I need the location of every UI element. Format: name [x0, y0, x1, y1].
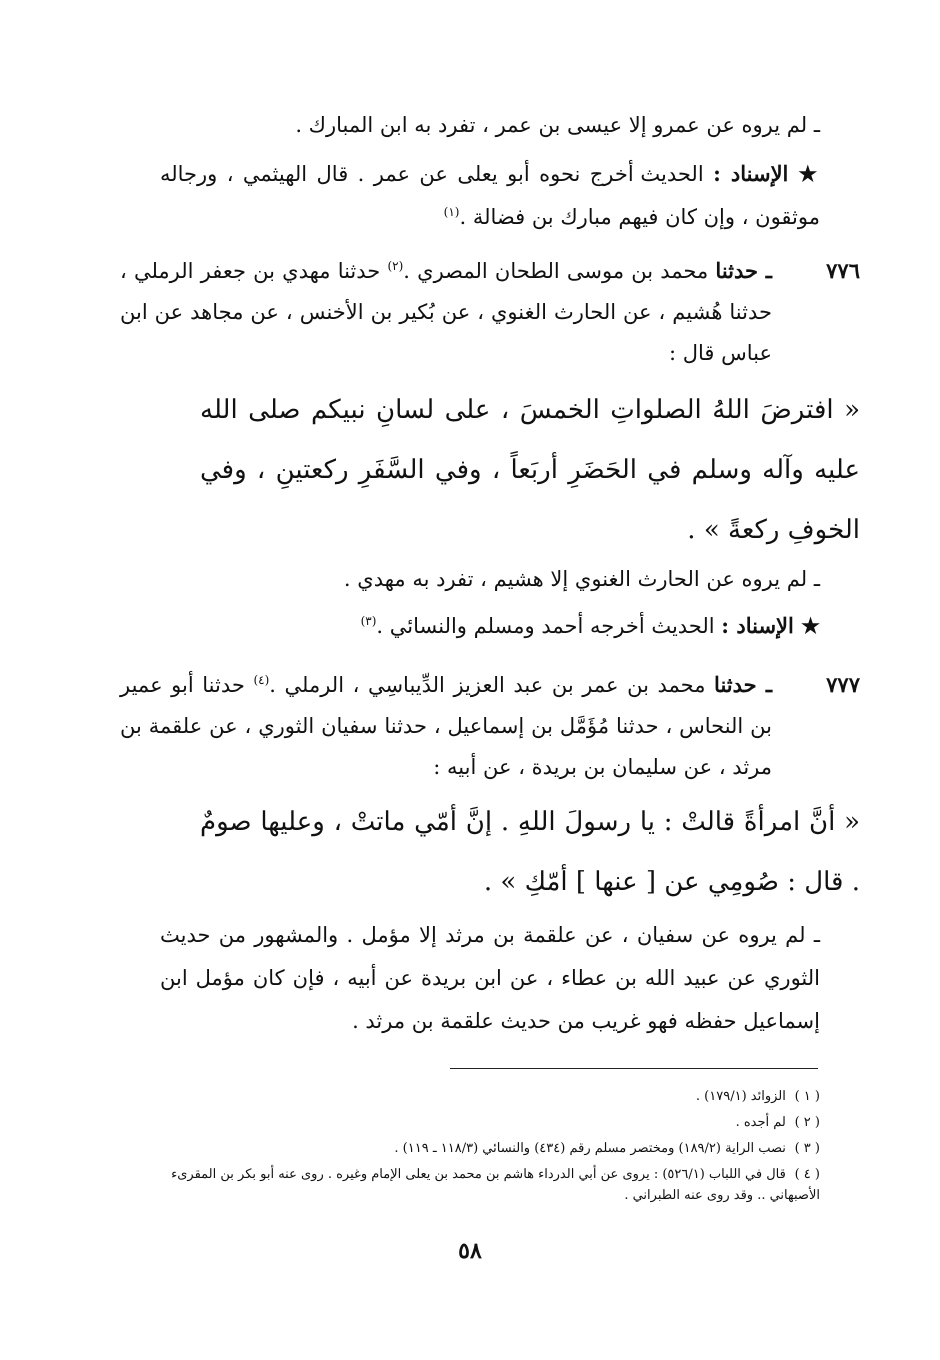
footnote-ref: (١): [443, 205, 460, 219]
note-text: ـ لم يروه عن عمرو إلا عيسى بن عمر ، تفرد به ابن المبارك .: [295, 113, 820, 137]
paragraph-isnad-2: [160, 604, 820, 648]
hadith-lead: ـ حدثنا: [714, 672, 772, 697]
hadith-number: ٧٧٧: [826, 672, 860, 697]
chain-text: حدثنا أبو عمير بن النحاس ، حدثنا مُؤَمَّل بن إسماعيل ، حدثنا سفيان الثوري ، عن علقمة بن مرثد ، عن سليمان بن بريدة ، عن أبيه :: [120, 673, 772, 779]
footnote-3: [120, 1138, 820, 1159]
footnote-number: ( ٣ ): [794, 1141, 820, 1156]
paragraph-note-3: [160, 914, 820, 1043]
chain-text: حدثنا مهدي بن جعفر الرملي ، حدثنا هُشيم ، عن الحارث الغنوي ، عن بُكير بن الأخنس ، عن مجاهد عن ابن عباس قال :: [120, 259, 772, 365]
note-text: ـ لم يروه عن الحارث الغنوي إلا هشيم ، تفرد به مهدي .: [343, 567, 820, 591]
footnote-number: ( ٤ ): [794, 1167, 820, 1182]
footnote-text: نصب الراية (١٨٩/٢) ومختصر مسلم رقم (٤٣٤) والنسائي (١١٨/٣ ـ ١١٩) .: [394, 1141, 786, 1156]
footnote-text: لم أجده .: [735, 1115, 786, 1130]
hadith-776-matn: [200, 380, 860, 560]
footnote-2: [120, 1112, 820, 1133]
note-text: ـ لم يروه عن سفيان ، عن علقمة بن مرثد إلا مؤمل . والمشهور من حديث الثوري عن عبيد الله بن عطاء ، عن ابن بريدة عن أبيه ، فإن كان مؤمل ابن إسماعيل حفظه فهو غريب من حديث علقمة بن مرثد .: [160, 923, 820, 1033]
footnote-1: [120, 1086, 820, 1107]
footnote-ref: (٤): [253, 673, 270, 687]
hadith-lead: ـ حدثنا: [715, 258, 772, 283]
footnote-ref: (٣): [360, 614, 377, 628]
isnad-label: ★ الإسناد :: [721, 613, 820, 638]
hadith-chain: [120, 664, 772, 788]
hadith-777: [120, 664, 860, 788]
matn-text: « افترضَ اللهُ الصلواتِ الخمسَ ، على لسانِ نبيكم صلى الله عليه وآله وسلم في الحَضَرِ أربَعاً ، وفي السَّفَرِ ركعتينِ ، وفي الخوفِ ركعةً » .: [200, 395, 860, 545]
hadith-number: ٧٧٦: [826, 258, 860, 283]
paragraph-isnad-1: [160, 152, 820, 239]
footnote-ref: (٢): [387, 259, 404, 273]
isnad-label: ★ الإسناد :: [713, 161, 820, 186]
footnote-text: قال في اللباب (٥٢٦/١) : يروى عن أبي الدرداء هاشم بن محمد بن يعلى الإمام وغيره . روى عنه أبو بكر بن المقرىء الأصبهاني .. وقد روى عنه الطبراني .: [171, 1167, 820, 1203]
footnote-4: [120, 1164, 820, 1206]
footnote-number: ( ١ ): [794, 1089, 820, 1104]
narrator-text: محمد بن عمر بن عبد العزيز الدِّيباسِي ، الرملي .: [269, 673, 706, 697]
hadith-chain: [120, 250, 772, 374]
paragraph-note-1: [160, 104, 820, 147]
hadith-776: [120, 250, 860, 374]
footnote-number: ( ٢ ): [794, 1115, 820, 1130]
isnad-text: الحديث أخرج نحوه أبو يعلى عن عمر . قال الهيثمي ، ورجاله موثقون ، وإن كان فيهم مبارك بن فضالة .: [160, 162, 820, 229]
matn-text: « أنَّ امرأةً قالتْ : يا رسولَ اللهِ . إنَّ أمّي ماتتْ ، وعليها صومٌ . قال : صُومِي عن [ عنها ] أمّكِ » .: [200, 807, 860, 897]
footnote-text: الزوائد (١٧٩/١) .: [695, 1089, 786, 1104]
narrator-text: محمد بن موسى الطحان المصري .: [403, 259, 709, 283]
isnad-text: الحديث أخرجه أحمد ومسلم والنسائي .: [376, 614, 715, 638]
page-number: ٥٨: [458, 1238, 482, 1264]
footnote-divider: [450, 1068, 818, 1069]
paragraph-note-2: [160, 558, 820, 601]
hadith-777-matn: [200, 792, 860, 912]
